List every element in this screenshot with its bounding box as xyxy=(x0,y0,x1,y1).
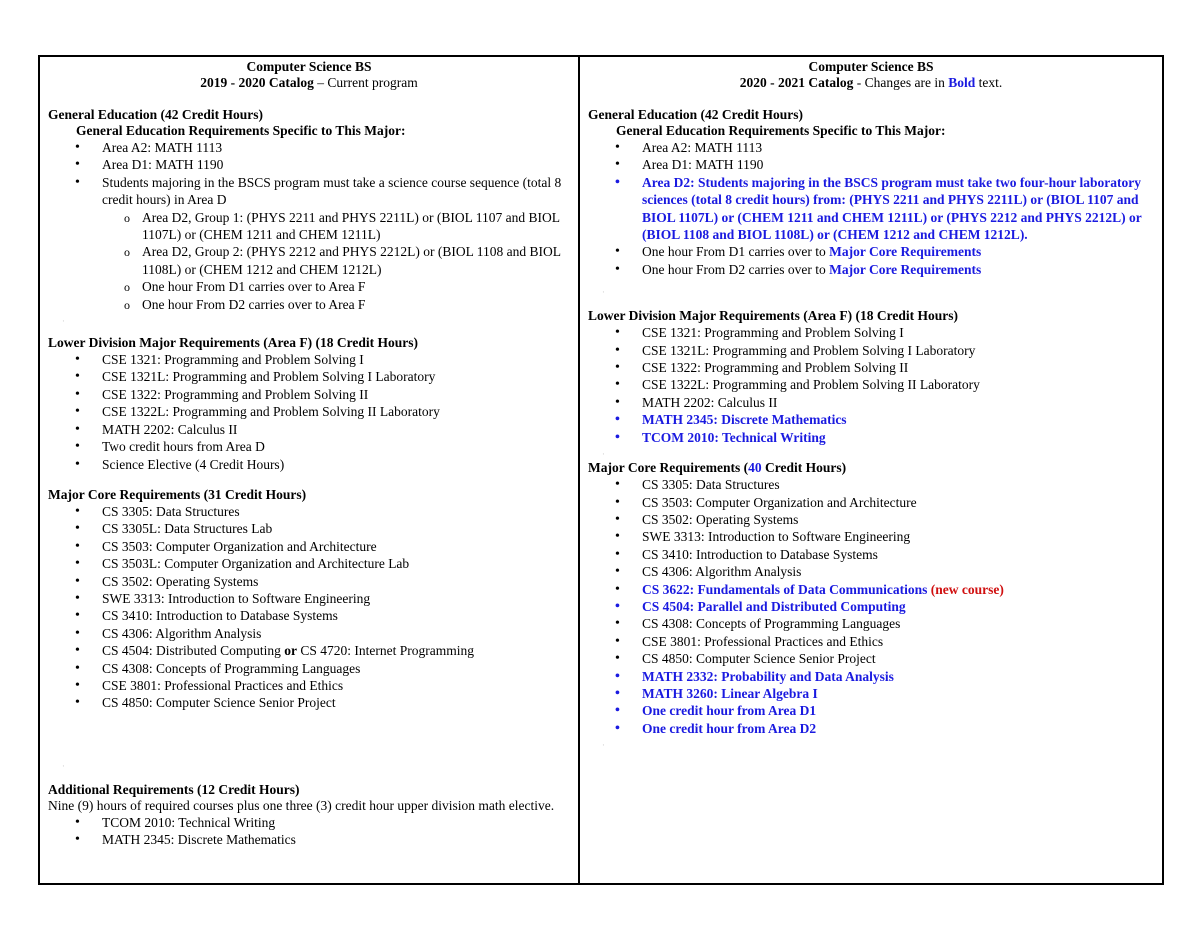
left-column xyxy=(40,57,580,883)
changed-text: CS 3622: Fundamentals of Data Communications xyxy=(642,581,928,597)
list-item: • Two credit hours from Area D xyxy=(102,438,570,455)
list-item: • Area A2: MATH 1113 xyxy=(102,139,570,156)
list-item: • CS 3305: Data Structures xyxy=(642,476,1154,493)
list-item: • CS 3410: Introduction to Database Systems xyxy=(102,607,570,624)
left-major-core-list xyxy=(48,503,570,712)
list-item-text: One hour From D1 carries over to xyxy=(642,244,830,260)
changed-credit-count: 40 xyxy=(748,460,762,476)
left-additional-list xyxy=(48,814,570,849)
right-major-core-title xyxy=(588,460,1154,476)
paragraph-mark: ˌ xyxy=(62,314,65,323)
right-header xyxy=(588,59,1154,91)
left-gen-ed-sublist xyxy=(102,209,570,313)
right-gen-ed-subtitle: General Education Requirements Specific to This Major: xyxy=(616,123,946,138)
list-item: • CSE 1321L: Programming and Problem Solving I Laboratory xyxy=(102,368,570,385)
right-lower-div-title: Lower Division Major Requirements (Area F) (18 Credit Hours) xyxy=(588,308,958,324)
left-catalog-year: 2019 - 2020 Catalog xyxy=(200,75,314,90)
right-lower-div-list xyxy=(588,324,1154,446)
list-item xyxy=(102,174,570,313)
list-item: • CS 4306: Algorithm Analysis xyxy=(642,563,1154,580)
left-header xyxy=(48,59,570,91)
list-item: • Area A2: MATH 1113 xyxy=(642,139,1154,156)
list-item: • CSE 3801: Professional Practices and Ethics xyxy=(102,677,570,694)
paragraph-mark: ˌ xyxy=(602,447,605,456)
list-item: • SWE 3313: Introduction to Software Engineering xyxy=(642,528,1154,545)
left-major-core-title: Major Core Requirements (31 Credit Hours) xyxy=(48,486,307,502)
list-item-changed: • One credit hour from Area D1 xyxy=(642,702,1154,719)
sub-list-item: o One hour From D2 carries over to Area F xyxy=(142,296,570,313)
list-item: • CS 3502: Operating Systems xyxy=(102,573,570,590)
right-gen-ed-list xyxy=(588,139,1154,278)
list-item: • CS 3410: Introduction to Database Systems xyxy=(642,546,1154,563)
right-gen-ed-title: General Education (42 Credit Hours) xyxy=(588,107,803,122)
list-item: • CSE 1322: Programming and Problem Solving II xyxy=(102,386,570,403)
list-item-changed: • MATH 2332: Probability and Data Analysis xyxy=(642,668,1154,685)
bold-legend: Bold xyxy=(948,75,976,90)
left-program-title: Computer Science BS xyxy=(246,59,372,74)
list-item: • Area D1: MATH 1190 xyxy=(102,156,570,173)
list-item-text: CS 4504: Distributed Computing xyxy=(102,643,285,659)
paragraph-mark: ˌ xyxy=(602,738,605,747)
list-item: • CS 4308: Concepts of Programming Languages xyxy=(642,615,1154,632)
right-major-core-list xyxy=(588,476,1154,737)
list-item-text: Students majoring in the BSCS program must take a science course sequence (total 8 credit hours) in Area D xyxy=(102,174,562,208)
left-additional-title: Additional Requirements (12 Credit Hours) xyxy=(48,781,300,797)
sub-list-item: o One hour From D1 carries over to Area F xyxy=(142,278,570,295)
sub-list-item: o Area D2, Group 1: (PHYS 2211 and PHYS 2211L) or (BIOL 1107 and BIOL 1107L) or (CHEM 1211 and CHEM 1211L) xyxy=(142,209,570,244)
list-item-changed: • CS 4504: Parallel and Distributed Computing xyxy=(642,598,1154,615)
right-catalog-note: - Changes are in xyxy=(853,75,949,90)
list-item: • CS 3305: Data Structures xyxy=(102,503,570,520)
right-catalog-note-end: text. xyxy=(975,75,1003,90)
right-catalog-year: 2020 - 2021 Catalog xyxy=(739,75,854,90)
list-item: • CSE 1322L: Programming and Problem Solving II Laboratory xyxy=(102,403,570,420)
list-item: • MATH 2345: Discrete Mathematics xyxy=(102,831,570,848)
list-item: • CS 3503: Computer Organization and Architecture xyxy=(102,538,570,555)
left-additional-text: Nine (9) hours of required courses plus one three (3) credit hour upper division math elective. xyxy=(48,797,555,813)
paragraph-mark: ˌ xyxy=(602,285,605,294)
new-course-note: (new course) xyxy=(927,581,1004,597)
list-item: • CS 3502: Operating Systems xyxy=(642,511,1154,528)
left-lower-div-list xyxy=(48,351,570,473)
list-item: • SWE 3313: Introduction to Software Engineering xyxy=(102,590,570,607)
comparison-table xyxy=(38,55,1164,885)
list-item xyxy=(102,642,570,659)
title-text: Major Core Requirements ( xyxy=(588,460,749,476)
list-item-changed: • MATH 2345: Discrete Mathematics xyxy=(642,411,1154,428)
list-item: • CS 4850: Computer Science Senior Project xyxy=(102,694,570,711)
changed-text: Major Core Requirements xyxy=(829,244,982,260)
left-gen-ed-subtitle: General Education Requirements Specific to This Major: xyxy=(76,123,406,138)
list-item: • CS 4308: Concepts of Programming Languages xyxy=(102,660,570,677)
or-keyword: or xyxy=(284,643,298,659)
list-item: • CSE 1322: Programming and Problem Solving II xyxy=(642,359,1154,376)
list-item: • Area D1: MATH 1190 xyxy=(642,156,1154,173)
list-item: • CS 4850: Computer Science Senior Project xyxy=(642,650,1154,667)
list-item-changed: • Area D2: Students majoring in the BSCS program must take two four-hour laboratory sciences (total 8 credit hours) from: (PHYS 2211 and PHYS 2211L) or (BIOL 1107 and BIOL 1107L) or (CHEM 1211 and CHEM 1211L) or (PHYS 2212 and PHYS 2212L) or (BIOL 1108 and BIOL 1108L) or (CHEM 1212 and CHEM 1212L). xyxy=(642,174,1154,244)
right-program-title: Computer Science BS xyxy=(808,59,934,74)
paragraph-mark: ˌ xyxy=(62,758,65,767)
list-item: • CSE 1321: Programming and Problem Solving I xyxy=(642,324,1154,341)
list-item: • CSE 3801: Professional Practices and Ethics xyxy=(642,633,1154,650)
list-item: • Science Elective (4 Credit Hours) xyxy=(102,456,570,473)
list-item: • TCOM 2010: Technical Writing xyxy=(102,814,570,831)
list-item: • CS 3305L: Data Structures Lab xyxy=(102,520,570,537)
list-item: • MATH 2202: Calculus II xyxy=(102,421,570,438)
list-item: • MATH 2202: Calculus II xyxy=(642,394,1154,411)
list-item-changed: • MATH 3260: Linear Algebra I xyxy=(642,685,1154,702)
list-item-changed xyxy=(642,581,1154,598)
list-item-changed: • One credit hour from Area D2 xyxy=(642,720,1154,737)
list-item: • CSE 1321: Programming and Problem Solving I xyxy=(102,351,570,368)
right-column xyxy=(580,57,1162,883)
list-item-text: CS 4720: Internet Programming xyxy=(297,643,474,659)
list-item xyxy=(642,243,1154,260)
sub-list-item: o Area D2, Group 2: (PHYS 2212 and PHYS 2212L) or (BIOL 1108 and BIOL 1108L) or (CHEM 1212 and CHEM 1212L) xyxy=(142,243,570,278)
left-gen-ed-list xyxy=(48,139,570,313)
list-item: • CS 4306: Algorithm Analysis xyxy=(102,625,570,642)
list-item-text: One hour From D2 carries over to xyxy=(642,261,830,277)
changed-text: Major Core Requirements xyxy=(829,261,982,277)
list-item: • CSE 1322L: Programming and Problem Solving II Laboratory xyxy=(642,376,1154,393)
left-catalog-note: – Current program xyxy=(313,75,418,90)
left-gen-ed-title: General Education (42 Credit Hours) xyxy=(48,107,263,122)
title-text: Credit Hours) xyxy=(761,460,847,476)
list-item: • CS 3503L: Computer Organization and Architecture Lab xyxy=(102,555,570,572)
list-item-changed: • TCOM 2010: Technical Writing xyxy=(642,429,1154,446)
list-item: • CS 3503: Computer Organization and Architecture xyxy=(642,494,1154,511)
list-item: • CSE 1321L: Programming and Problem Solving I Laboratory xyxy=(642,342,1154,359)
list-item xyxy=(642,261,1154,278)
left-lower-div-title: Lower Division Major Requirements (Area F) (18 Credit Hours) xyxy=(48,335,418,351)
